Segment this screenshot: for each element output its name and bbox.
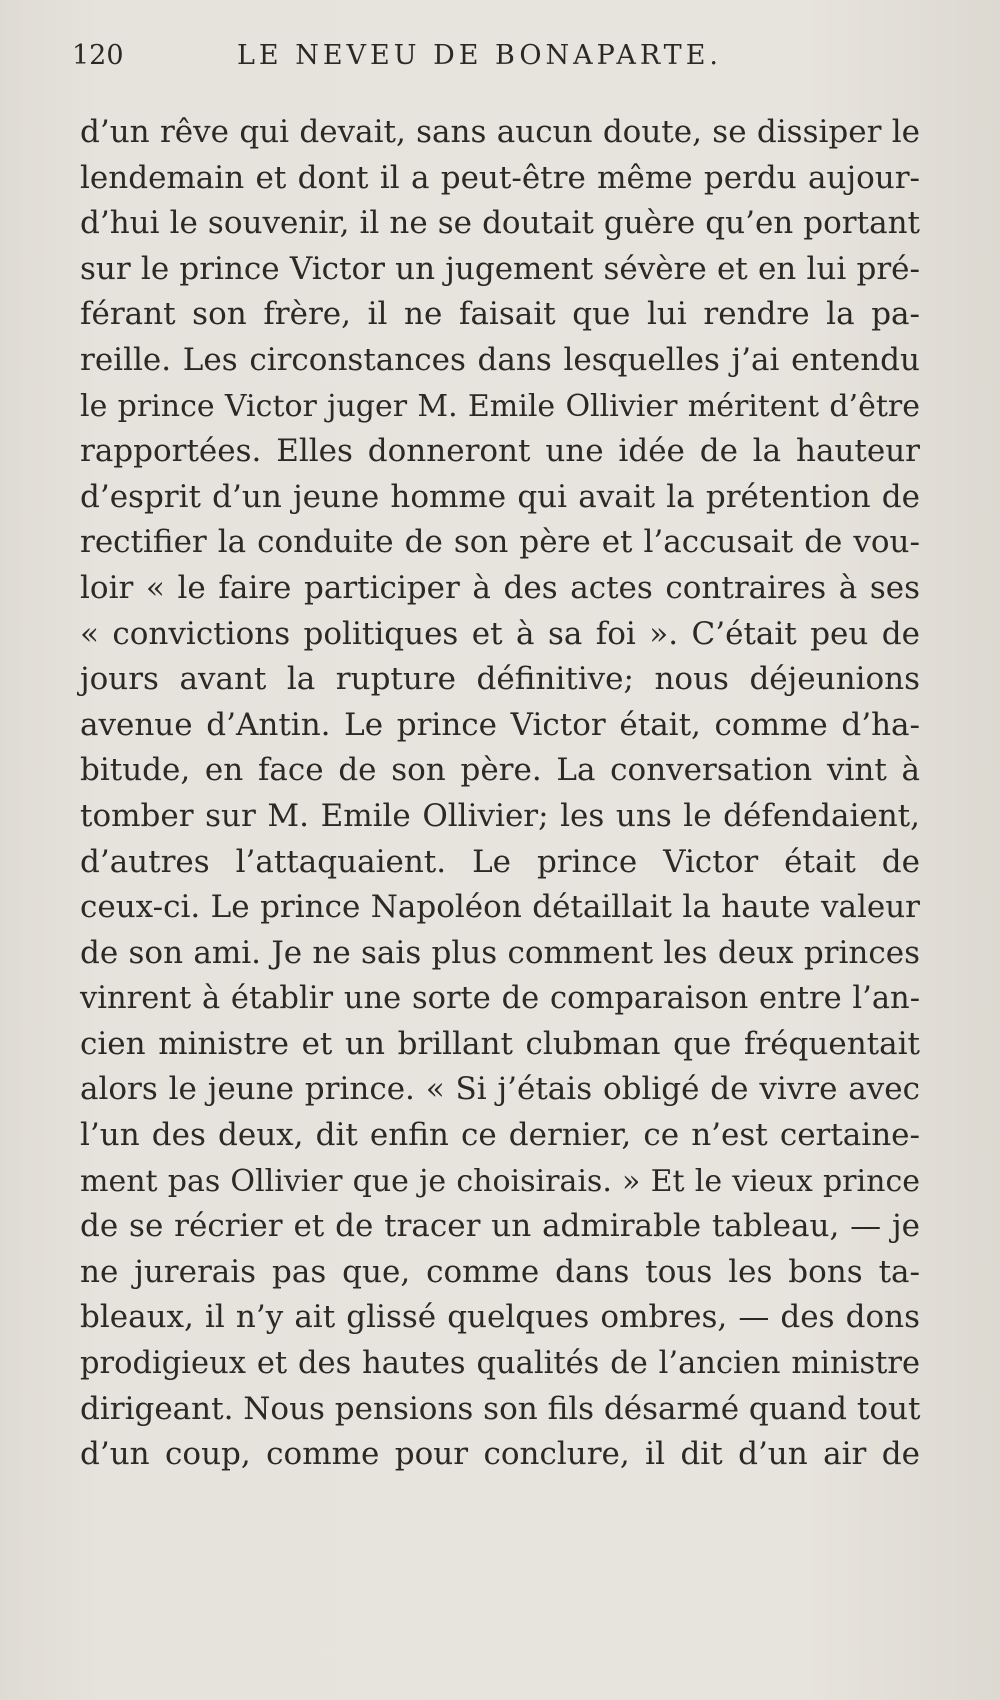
text-line: dirigeant. Nous pensions son fils désarmé quand tout [80,1390,921,1427]
text-line: alors le jeune prince. « Si j’étais obligé de vivre avec [80,1071,920,1108]
text-line: d’un rêve qui devait, sans aucun doute, se dissiper le [80,114,920,150]
text-line: cien ministre et un brillant clubman que fréquentait [80,1025,920,1062]
text-line: « convictions politiques et à sa foi ». C’était peu de [80,615,920,652]
text-line: bitude, en face de son père. La conversation vint à [80,752,920,789]
text-line: férant son frère, il ne faisait que lui rendre la pa- [80,296,920,333]
running-title: LE NEVEU DE BONAPARTE. [237,40,722,71]
text-line: d’hui le souvenir, il ne se doutait guère qu’en portant [80,205,920,242]
text-line: d’esprit d’un jeune homme qui avait la prétention de [80,478,920,515]
page-number: 120 [72,40,124,71]
text-line: de son ami. Je ne sais plus comment les deux princes [80,934,920,971]
text-line: de se récrier et de tracer un admirable tableau, — je [80,1208,920,1245]
text-line: bleaux, il n’y ait glissé quelques ombres, — des dons [80,1299,920,1336]
text-line: loir « le faire participer à des actes contraires à ses [80,569,920,606]
text-line: le prince Victor juger M. Emile Ollivier méritent d’être [80,388,920,424]
text-line: vinrent à établir une sorte de comparaison entre l’an- [80,981,920,1017]
text-line: sur le prince Victor un jugement sévère et en lui pré- [80,250,920,287]
running-head [72,40,922,84]
text-line: d’un coup, comme pour conclure, il dit d’un air de [80,1436,920,1473]
text-line: ne jurerais pas que, comme dans tous les bons ta- [80,1253,920,1290]
text-line: rectifier la conduite de son père et l’accusait de vou- [80,524,920,561]
text-line: avenue d’Antin. Le prince Victor était, comme d’ha- [80,706,920,743]
text-line: ceux-ci. Le prince Napoléon détaillait la haute valeur [80,889,920,926]
body-text [80,110,920,1478]
text-line: prodigieux et des hautes qualités de l’ancien ministre [80,1346,920,1382]
text-line: d’autres l’attaquaient. Le prince Victor était de [80,843,920,880]
text-line: jours avant la rupture définitive; nous déjeunions [80,661,920,698]
text-line: reille. Les circonstances dans lesquelles j’ai entendu [80,341,920,378]
text-line: ment pas Ollivier que je choisirais. » Et le vieux prince [80,1163,920,1199]
text-line: lendemain et dont il a peut-être même perdu aujour- [80,159,920,196]
text-line: l’un des deux, dit enfin ce dernier, ce n’est certaine- [80,1117,920,1154]
text-line: tomber sur M. Emile Ollivier; les uns le défendaient, [80,797,920,834]
text-line: rapportées. Elles donneront une idée de la hauteur [80,433,920,470]
